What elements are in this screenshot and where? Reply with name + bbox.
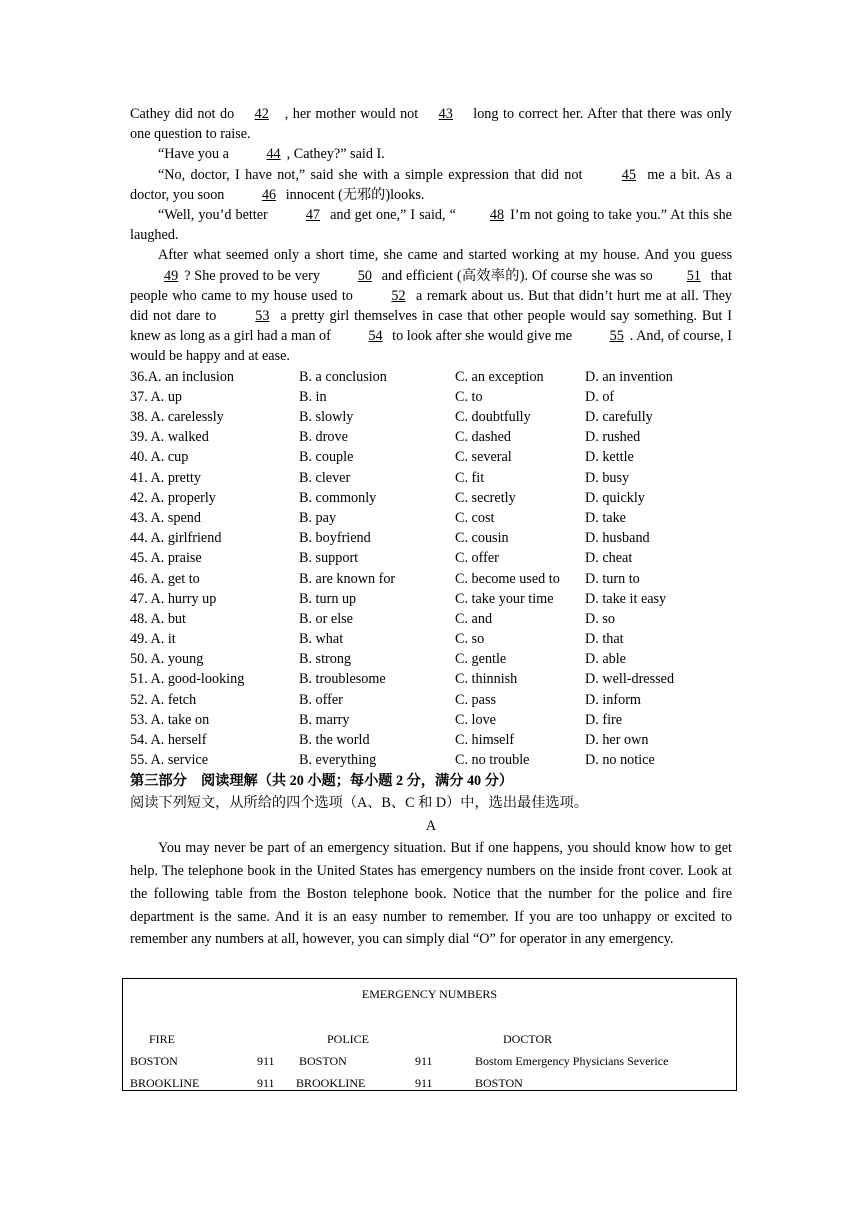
table-cell: 911 xyxy=(257,1076,275,1090)
option-choice: C. take your time xyxy=(455,590,554,607)
table-cell: BROOKLINE xyxy=(130,1076,200,1090)
header-doctor: DOCTOR xyxy=(503,1032,553,1046)
text: a pretty girl themselves in case that other people would say something. But I knew as long as a girl had a man of xyxy=(130,308,732,345)
option-row xyxy=(130,629,732,649)
option-choice: 46. A. get to xyxy=(130,570,200,587)
option-choice: 45. A. praise xyxy=(130,550,202,567)
text: Cathey did not do xyxy=(130,106,239,122)
option-row xyxy=(130,710,732,730)
option-choice: B. marry xyxy=(299,711,350,728)
header-fire: FIRE xyxy=(149,1032,176,1046)
option-choice: 50. A. young xyxy=(130,651,204,668)
option-choice: B. boyfriend xyxy=(299,530,371,547)
option-row xyxy=(130,750,732,770)
option-choice: D. so xyxy=(585,610,615,627)
option-choice: D. quickly xyxy=(585,489,645,506)
option-choice: B. in xyxy=(299,388,327,405)
options-list xyxy=(130,367,732,771)
text: and efficient (高效率的). Of course she was so xyxy=(377,267,653,284)
option-choice: B. commonly xyxy=(299,489,377,506)
table-cell: 911 xyxy=(257,1054,275,1068)
blank-49: 49 xyxy=(164,267,179,284)
option-row xyxy=(130,407,732,427)
blank-53: 53 xyxy=(255,308,270,325)
option-choice: B. the world xyxy=(299,732,370,749)
option-row xyxy=(130,447,732,467)
option-choice: D. turn to xyxy=(585,570,640,587)
option-row xyxy=(130,609,732,629)
option-choice: C. several xyxy=(455,449,512,466)
option-choice: B. a conclusion xyxy=(299,368,387,385)
option-choice: C. cost xyxy=(455,509,495,526)
text: After what seemed only a short time, she came and started working at my house. And you guess xyxy=(158,247,732,264)
table-cell: BOSTON xyxy=(475,1076,523,1090)
text: “No, doctor, I have not,” said she with a simple expression that did not xyxy=(158,166,588,183)
option-row xyxy=(130,508,732,528)
text: long to correct her. After that there was only one question to raise. xyxy=(130,106,732,143)
text: “Have you a xyxy=(158,146,233,163)
exam-page xyxy=(130,104,732,951)
option-choice: C. secretly xyxy=(455,489,516,506)
table-cell: BOSTON xyxy=(130,1054,178,1068)
text: ? She proved to be very xyxy=(184,267,324,284)
option-row xyxy=(130,367,732,387)
blank-50: 50 xyxy=(357,267,372,284)
blank-44: 44 xyxy=(266,146,281,163)
table-cell: 911 xyxy=(415,1076,433,1090)
option-row xyxy=(130,649,732,669)
option-choice: 52. A. fetch xyxy=(130,691,197,708)
option-choice: C. love xyxy=(455,711,496,728)
cloze-paragraph-1 xyxy=(130,104,732,144)
section-heading: 第三部分 阅读理解（共 20 小题；每小题 2 分，满分 40 分） xyxy=(130,773,514,790)
option-choice: 41. A. pretty xyxy=(130,469,201,486)
option-choice: C. pass xyxy=(455,691,496,708)
option-choice: C. dashed xyxy=(455,429,511,446)
option-choice: D. no notice xyxy=(585,752,655,769)
option-choice: C. gentle xyxy=(455,651,507,668)
text: . And, of course, I would be happy and at ease. xyxy=(130,328,732,365)
option-row xyxy=(130,548,732,568)
blank-55: 55 xyxy=(609,328,624,345)
option-row xyxy=(130,387,732,407)
option-choice: D. take it easy xyxy=(585,590,667,607)
option-row xyxy=(130,589,732,609)
option-choice: D. rushed xyxy=(585,429,641,446)
option-row xyxy=(130,427,732,447)
text: I’m not going to take you.” At this she laughed. xyxy=(130,207,732,244)
option-row xyxy=(130,488,732,508)
option-choice: C. himself xyxy=(455,732,515,749)
option-choice: D. husband xyxy=(585,530,650,547)
option-choice: 36.A. an inclusion xyxy=(130,368,235,385)
option-row xyxy=(130,569,732,589)
option-choice: B. clever xyxy=(299,469,351,486)
option-choice: D. an invention xyxy=(585,368,673,385)
option-choice: B. drove xyxy=(299,429,348,446)
option-choice: D. kettle xyxy=(585,449,634,466)
option-choice: D. able xyxy=(585,651,626,668)
table-cell: Bostom Emergency Physicians Severice xyxy=(475,1054,669,1068)
option-choice: B. or else xyxy=(299,610,353,627)
option-choice: C. thinnish xyxy=(455,671,518,688)
header-police: POLICE xyxy=(327,1032,369,1046)
option-row xyxy=(130,690,732,710)
option-choice: D. her own xyxy=(585,732,649,749)
option-choice: 43. A. spend xyxy=(130,509,201,526)
table-cell: 911 xyxy=(415,1054,433,1068)
text: that people who came to my house used to xyxy=(130,267,732,304)
cloze-paragraph-5 xyxy=(130,245,732,366)
option-choice: B. slowly xyxy=(299,409,354,426)
table-title: EMERGENCY NUMBERS xyxy=(361,987,498,1001)
blank-43: 43 xyxy=(438,106,453,122)
option-choice: B. troublesome xyxy=(299,671,386,688)
option-choice: 49. A. it xyxy=(130,631,176,648)
text: me a bit. As a doctor, you soon xyxy=(130,166,732,203)
section-instruction: 阅读下列短文，从所给的四个选项（A、B、C 和 D）中，选出最佳选项。 xyxy=(130,795,588,812)
table-cell: BROOKLINE xyxy=(296,1076,366,1090)
option-choice: 55. A. service xyxy=(130,752,209,769)
option-choice: B. offer xyxy=(299,691,343,708)
blank-54: 54 xyxy=(368,328,383,345)
option-choice: C. become used to xyxy=(455,570,560,587)
option-choice: D. that xyxy=(585,631,624,648)
option-choice: 40. A. cup xyxy=(130,449,189,466)
option-choice: 48. A. but xyxy=(130,610,186,627)
option-choice: C. cousin xyxy=(455,530,509,547)
text: to look after she would give me xyxy=(388,328,576,345)
option-row xyxy=(130,730,732,750)
option-choice: D. busy xyxy=(585,469,630,486)
option-choice: D. fire xyxy=(585,711,623,728)
option-choice: C. fit xyxy=(455,469,485,486)
table-cell: BOSTON xyxy=(299,1054,347,1068)
passage-label: A xyxy=(425,818,437,835)
text: , her mother would not xyxy=(284,106,423,122)
option-choice: D. take xyxy=(585,509,626,526)
option-choice: D. inform xyxy=(585,691,641,708)
option-choice: B. are known for xyxy=(299,570,396,587)
option-choice: D. well-dressed xyxy=(585,671,675,688)
blank-45: 45 xyxy=(621,166,636,183)
option-row xyxy=(130,468,732,488)
option-choice: B. strong xyxy=(299,651,352,668)
option-choice: 44. A. girlfriend xyxy=(130,530,222,547)
blank-48: 48 xyxy=(489,207,505,224)
text: a remark about us. But that didn’t hurt me at all. They did not dare to xyxy=(130,287,732,325)
option-choice: 39. A. walked xyxy=(130,429,209,446)
text: innocent (无邪的)looks. xyxy=(282,186,425,203)
text: , Cathey?” said I. xyxy=(286,146,385,163)
text: “Well, you’d better xyxy=(158,207,272,224)
option-choice: 38. A. carelessly xyxy=(130,409,224,426)
cloze-paragraph-3 xyxy=(130,165,732,205)
option-choice: 54. A. herself xyxy=(130,732,207,749)
option-choice: C. to xyxy=(455,388,483,405)
cloze-paragraph-2 xyxy=(130,144,732,164)
cloze-paragraph-4 xyxy=(130,205,732,245)
option-row xyxy=(130,528,732,548)
option-choice: C. offer xyxy=(455,550,499,567)
option-choice: C. and xyxy=(455,610,493,627)
option-choice: D. cheat xyxy=(585,550,633,567)
blank-52: 52 xyxy=(391,287,406,304)
option-choice: B. couple xyxy=(299,449,354,466)
option-choice: D. carefully xyxy=(585,409,653,426)
option-choice: 47. A. hurry up xyxy=(130,590,217,607)
option-choice: B. pay xyxy=(299,509,337,526)
option-choice: 51. A. good-looking xyxy=(130,671,245,688)
emergency-numbers-table xyxy=(122,978,737,1091)
option-choice: B. everything xyxy=(299,752,377,769)
blank-46: 46 xyxy=(261,186,277,203)
option-choice: B. support xyxy=(299,550,359,567)
option-choice: 42. A. properly xyxy=(130,489,216,506)
option-choice: 53. A. take on xyxy=(130,711,210,728)
option-choice: D. of xyxy=(585,388,615,405)
option-choice: C. no trouble xyxy=(455,752,530,769)
option-row xyxy=(130,669,732,689)
reading-passage: You may never be part of an emergency situation. But if one happens, you should know how to get help. The telephone book in the United States has emergency numbers on the inside front cover. Look at the following table from the Boston telephone book. Notice that the number for the police and fire department is the same. And it is an easy number to remember. If you are too unhappy or excited to remember any numbers at all, however, you can simply dial “O” for operator in any emergency. xyxy=(130,840,732,948)
option-choice: C. an exception xyxy=(455,368,544,385)
blank-47: 47 xyxy=(305,207,321,224)
text: and get one,” I said, “ xyxy=(326,207,456,224)
option-choice: C. so xyxy=(455,631,485,648)
option-choice: B. turn up xyxy=(299,590,357,607)
blank-42: 42 xyxy=(254,106,269,122)
option-choice: C. doubtfully xyxy=(455,409,531,426)
option-choice: B. what xyxy=(299,631,344,648)
option-choice: 37. A. up xyxy=(130,388,183,405)
blank-51: 51 xyxy=(686,267,701,284)
